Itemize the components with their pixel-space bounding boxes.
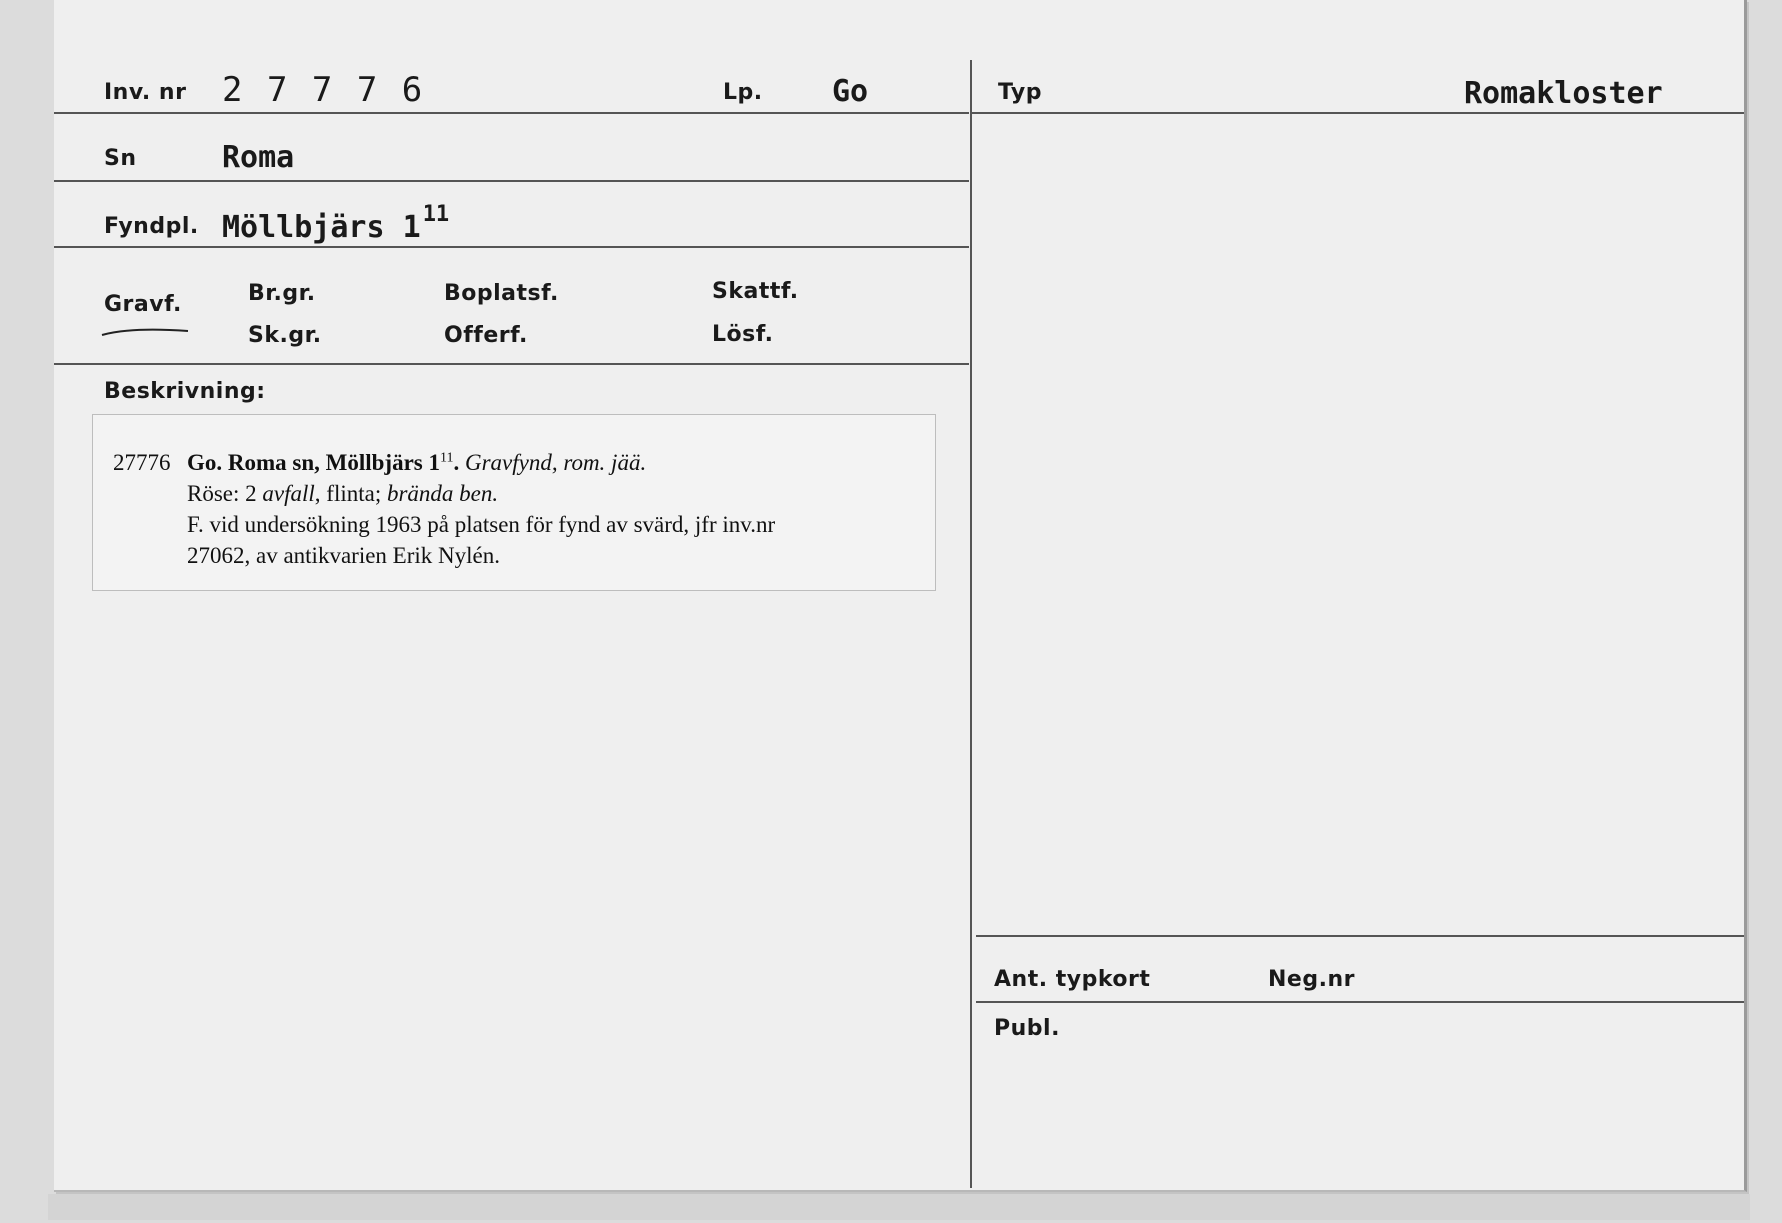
category-skattf: Skattf. [712,279,799,304]
column-divider [970,60,972,1188]
clipping-line-3: F. vid undersökning 1963 på platsen för fynd av svärd, jfr inv.nr [187,512,776,537]
rule-categories [54,363,969,365]
rule-typ [972,112,1744,114]
category-skgr: Sk.gr. [248,323,322,348]
clipping-line-1 [187,447,927,478]
rule-inv [54,112,969,114]
category-losf: Lösf. [712,322,774,347]
category-brgr: Br.gr. [248,281,316,306]
category-offerf: Offerf. [444,323,528,348]
fyndpl-text: Möllbjärs 1 [222,210,421,245]
fyndpl-value [222,202,450,245]
gravf-underline-mark [100,325,190,339]
clipping-heading-sup: 11 [440,450,454,466]
lp-label: Lp. [723,80,763,105]
description-clipping [92,414,936,591]
index-card [54,0,1747,1192]
inv-nr-label: Inv. nr [104,80,187,105]
beskrivning-label: Beskrivning: [104,379,266,404]
rule-sn [54,180,969,182]
clipping-line-2 [187,478,927,509]
fyndpl-superscript: 11 [422,202,450,227]
clipping-line-2b: , flinta; [314,481,387,506]
clipping-body [187,447,927,571]
clipping-line-4: 27062, av antikvarien Erik Nylén. [187,543,500,568]
rule-ant-bottom [976,1001,1744,1003]
publ-label: Publ. [994,1016,1060,1041]
typ-value: Romakloster [1464,76,1663,111]
ant-typkort-label: Ant. typkort [994,967,1151,992]
sn-label: Sn [104,146,137,171]
neg-nr-label: Neg.nr [1268,967,1355,992]
sn-value: Roma [222,140,295,175]
lp-value: Go [832,74,869,109]
clipping-line-2a: Röse: 2 [187,481,263,506]
category-gravf: Gravf. [104,292,182,317]
clipping-line-2-italic1: avfall [262,481,315,506]
fyndpl-label: Fyndpl. [104,214,199,239]
clipping-heading-dot: . [453,450,460,475]
category-boplatsf: Boplatsf. [444,281,559,306]
inv-nr-value: 2 7 7 7 6 [222,70,425,110]
clipping-line-2-italic2: brända ben. [386,481,499,506]
clipping-type: Gravfynd, rom. jää. [464,450,647,475]
clipping-number: 27776 [113,450,171,475]
typ-label: Typ [998,80,1042,105]
rule-fyndpl [54,246,969,248]
clipping-heading: Go. Roma sn, Möllbjärs 1 [187,450,440,475]
rule-ant-top [976,935,1744,937]
